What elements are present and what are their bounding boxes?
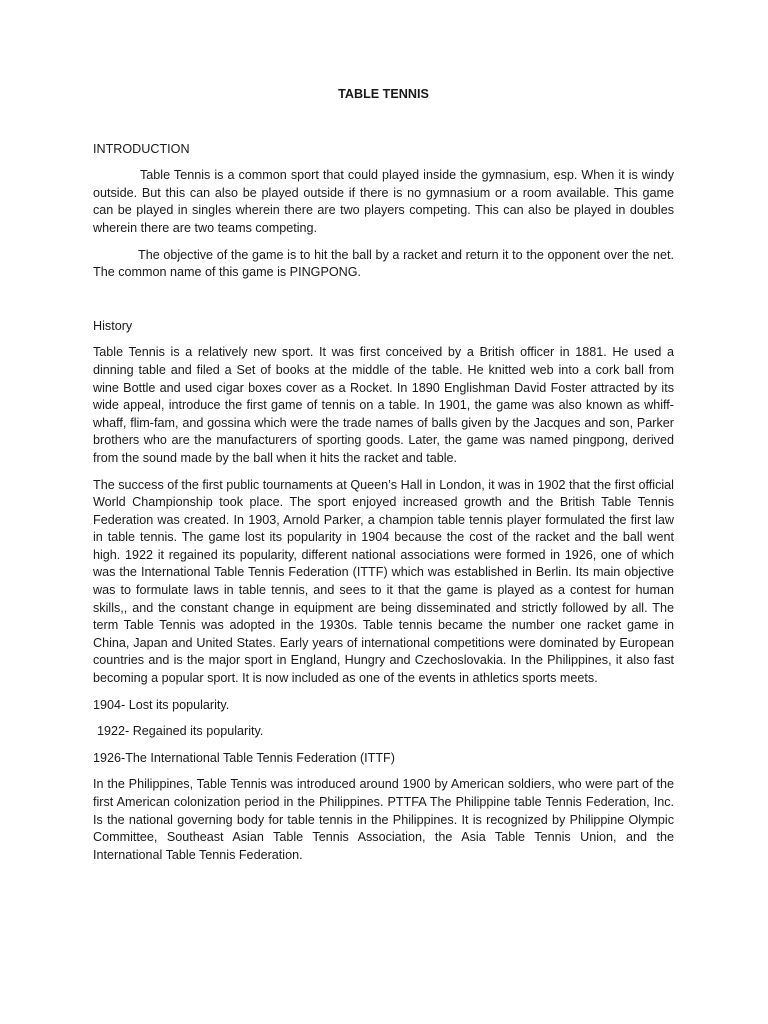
history-heading: History bbox=[93, 318, 133, 333]
document-title: TABLE TENNIS bbox=[338, 87, 429, 101]
timeline-1926: 1926-The International Table Tennis Federation (ITTF) bbox=[93, 750, 395, 765]
history-paragraph-3: In the Philippines, Table Tennis was introduced around 1900 by American soldiers, who were part of the first American colonization period in the Philippines. PTTFA The Philippine table Tennis Federation, Inc. Is the national governing body for table tennis in the Philippines. It is recognized by Philippine Olympic Committee, Southeast Asian Table Tennis Association, the Asia Table Tennis Union, and the International Table Tennis Federation. bbox=[93, 777, 674, 862]
document-page bbox=[93, 86, 674, 873]
intro-paragraph-1: Table Tennis is a common sport that could played inside the gymnasium, esp. When it is windy outside. But this can also be played outside if there is no gymnasium or a room available. This game can be played in singles wherein there are two players competing. This can also be played in doubles wherein there are two teams competing. bbox=[93, 168, 674, 235]
history-paragraph-2: The success of the first public tournaments at Queen’s Hall in London, it was in 1902 that the first official World Championship took place. The sport enjoyed increased growth and the British Table Tennis Federation was created. In 1903, Arnold Parker, a champion table tennis player formulated the first law in table tennis. The game lost its popularity in 1904 because the cost of the racket and the ball went high. 1922 it regained its popularity, different national associations were formed in 1926, one of which was the International Table Tennis Federation (ITTF) which was established in Berlin. Its main objective was to formulate laws in table tennis, and sees to it that the game is played as a contest for human skills,, and the constant change in equipment are being disseminated and strictly followed by all. The term Table Tennis was adopted in the 1930s. Table tennis became the number one racket game in China, Japan and United States. Early years of international competitions were dominated by European countries and is the major sport in England, Hungry and Czechoslovakia. In the Philippines, it also fast becoming a popular sport. It is now included as one of the events in athletics sports meets. bbox=[93, 477, 674, 686]
history-paragraph-1: Table Tennis is a relatively new sport. It was first conceived by a British officer in 1881. He used a dinning table and filed a Set of books at the middle of the table. He knitted web into a cork ball from wine Bottle and used cigar boxes cover as a Rocket. In 1890 Englishman David Foster attracted by its wide appeal, introduce the first game of tennis on a table. In 1901, the game was also known as whiff-whaff, flim-fam, and gossina which were the trade names of balls given by the Jacques and son, Parker brothers who are the manufacturers of sporting goods. Later, the game was named pingpong, derived from the sound made by the ball when it hits the racket and table. bbox=[93, 345, 674, 465]
timeline-1922: 1922- Regained its popularity. bbox=[97, 724, 264, 739]
timeline-1904: 1904- Lost its popularity. bbox=[93, 697, 230, 712]
intro-paragraph-2: The objective of the game is to hit the ball by a racket and return it to the opponent over the net. The common name of this game is PINGPONG. bbox=[93, 247, 674, 280]
introduction-heading: INTRODUCTION bbox=[93, 141, 190, 156]
